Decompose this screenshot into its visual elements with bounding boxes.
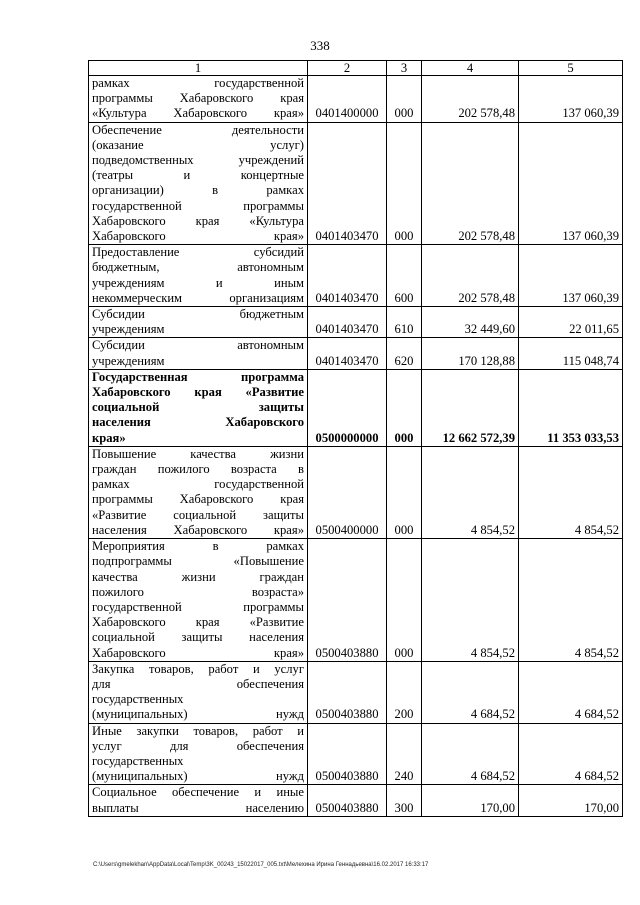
description-line: социальной защиты населения — [92, 630, 304, 645]
row-description — [89, 122, 308, 245]
row-value-col4: 170 128,88 — [422, 338, 519, 369]
row-code: 0401400000 — [308, 76, 387, 123]
description-line: Хабаровского края «Развитие — [92, 615, 304, 630]
header-col-2: 2 — [308, 61, 387, 76]
description-line: Повышение качества жизни — [92, 446, 304, 461]
file-path-footer: C:\Users\gmelekhan\AppData\Local\Temp\3K_00243_15022017_005.txt\Мелехина Ирина Геннадьевна\16.02.2017 16:33:17 — [93, 862, 429, 868]
row-code: 0401403470 — [308, 307, 387, 338]
row-value-col5: 137 060,39 — [519, 76, 623, 123]
row-code: 0500400000 — [308, 446, 387, 538]
description-line: государственной программы — [92, 198, 304, 213]
description-line: программы Хабаровского края — [92, 492, 304, 507]
table-row — [89, 338, 623, 369]
row-value-col5: 137 060,39 — [519, 122, 623, 245]
row-value-col5: 22 011,65 — [519, 307, 623, 338]
description-line: подпрограммы «Повышение — [92, 554, 304, 569]
row-type: 000 — [387, 539, 422, 662]
row-description — [89, 76, 308, 123]
header-col-4: 4 — [422, 61, 519, 76]
row-type: 610 — [387, 307, 422, 338]
row-code: 0500403880 — [308, 723, 387, 785]
description-line: программы Хабаровского края — [92, 91, 304, 106]
row-value-col4: 202 578,48 — [422, 122, 519, 245]
row-value-col5: 11 353 033,53 — [519, 369, 623, 446]
description-line: (муниципальных) нужд — [92, 707, 304, 722]
row-code: 0500403880 — [308, 661, 387, 723]
description-line: качества жизни граждан — [92, 569, 304, 584]
row-value-col4: 12 662 572,39 — [422, 369, 519, 446]
row-code: 0401403470 — [308, 122, 387, 245]
description-line: граждан пожилого возраста в — [92, 462, 304, 477]
header-col-5: 5 — [519, 61, 623, 76]
header-col-3: 3 — [387, 61, 422, 76]
table-header-row — [89, 61, 623, 76]
row-description — [89, 661, 308, 723]
description-line: населения Хабаровского края» — [92, 522, 304, 537]
description-line: Закупка товаров, работ и услуг — [92, 661, 304, 676]
row-description — [89, 723, 308, 785]
description-line: Субсидии автономным — [92, 338, 304, 353]
row-type: 240 — [387, 723, 422, 785]
row-description — [89, 785, 308, 816]
description-line: «Развитие социальной защиты — [92, 507, 304, 522]
description-line: государственных — [92, 692, 184, 707]
row-value-col5: 4 684,52 — [519, 723, 623, 785]
description-line: социальной защиты — [92, 400, 304, 415]
table-row — [89, 76, 623, 123]
row-type: 000 — [387, 122, 422, 245]
row-description — [89, 369, 308, 446]
description-line: Хабаровского края «Развитие — [92, 385, 304, 400]
table-row — [89, 369, 623, 446]
row-type: 000 — [387, 446, 422, 538]
row-description — [89, 539, 308, 662]
description-line: Хабаровского края «Культура — [92, 213, 304, 228]
description-line: государственных — [92, 753, 184, 768]
description-line: Обеспечение деятельности — [92, 122, 304, 137]
table-row — [89, 446, 623, 538]
description-line: Предоставление субсидий — [92, 245, 304, 260]
description-line: (муниципальных) нужд — [92, 769, 304, 784]
description-line: бюджетным, автономным — [92, 260, 304, 275]
row-value-col5: 4 684,52 — [519, 661, 623, 723]
row-value-col5: 4 854,52 — [519, 539, 623, 662]
description-line: «Культура Хабаровского края» — [92, 106, 304, 121]
description-line: подведомственных учреждений — [92, 153, 304, 168]
table-row — [89, 122, 623, 245]
description-line: учреждениям — [92, 353, 165, 368]
row-code: 0500403880 — [308, 785, 387, 816]
row-code: 0500403880 — [308, 539, 387, 662]
row-value-col4: 170,00 — [422, 785, 519, 816]
description-line: учреждениям и иным — [92, 275, 304, 290]
row-value-col5: 115 048,74 — [519, 338, 623, 369]
row-type: 620 — [387, 338, 422, 369]
row-value-col5: 137 060,39 — [519, 245, 623, 307]
description-line: услуг для обеспечения — [92, 738, 304, 753]
description-line: государственной программы — [92, 599, 304, 614]
budget-table — [88, 60, 623, 817]
row-value-col4: 202 578,48 — [422, 76, 519, 123]
description-line: (театры и концертные — [92, 168, 304, 183]
row-type: 000 — [387, 369, 422, 446]
table-row — [89, 723, 623, 785]
description-line: рамках государственной — [92, 477, 304, 492]
table-row — [89, 539, 623, 662]
row-value-col4: 4 854,52 — [422, 446, 519, 538]
row-description — [89, 307, 308, 338]
description-line: Хабаровского края» — [92, 229, 304, 244]
description-line: для обеспечения — [92, 676, 304, 691]
row-description — [89, 245, 308, 307]
row-code: 0401403470 — [308, 338, 387, 369]
table-row — [89, 307, 623, 338]
description-line: пожилого возраста» — [92, 584, 304, 599]
row-type: 600 — [387, 245, 422, 307]
description-line: края» — [92, 430, 126, 445]
row-type: 000 — [387, 76, 422, 123]
description-line: Мероприятия в рамках — [92, 539, 304, 554]
description-line: (оказание услуг) — [92, 137, 304, 152]
row-description — [89, 338, 308, 369]
description-line: Социальное обеспечение и иные — [92, 785, 304, 800]
description-line: рамках государственной — [92, 76, 304, 90]
description-line: Государственная программа — [92, 369, 304, 384]
row-value-col4: 202 578,48 — [422, 245, 519, 307]
row-value-col4: 4 854,52 — [422, 539, 519, 662]
row-value-col4: 4 684,52 — [422, 661, 519, 723]
row-code: 0500000000 — [308, 369, 387, 446]
row-type: 200 — [387, 661, 422, 723]
row-value-col5: 170,00 — [519, 785, 623, 816]
table-row — [89, 245, 623, 307]
row-value-col4: 32 449,60 — [422, 307, 519, 338]
header-col-1: 1 — [89, 61, 308, 76]
description-line: выплаты населению — [92, 800, 304, 815]
row-description — [89, 446, 308, 538]
description-line: Субсидии бюджетным — [92, 307, 304, 322]
description-line: некоммерческим организациям — [92, 290, 304, 305]
page-number: 338 — [310, 38, 330, 53]
row-code: 0401403470 — [308, 245, 387, 307]
row-value-col4: 4 684,52 — [422, 723, 519, 785]
table-row — [89, 785, 623, 816]
row-value-col5: 4 854,52 — [519, 446, 623, 538]
description-line: населения Хабаровского — [92, 415, 304, 430]
description-line: Хабаровского края» — [92, 645, 304, 660]
row-type: 300 — [387, 785, 422, 816]
description-line: учреждениям — [92, 322, 165, 337]
table-row — [89, 661, 623, 723]
description-line: Иные закупки товаров, работ и — [92, 723, 304, 738]
description-line: организации) в рамках — [92, 183, 304, 198]
